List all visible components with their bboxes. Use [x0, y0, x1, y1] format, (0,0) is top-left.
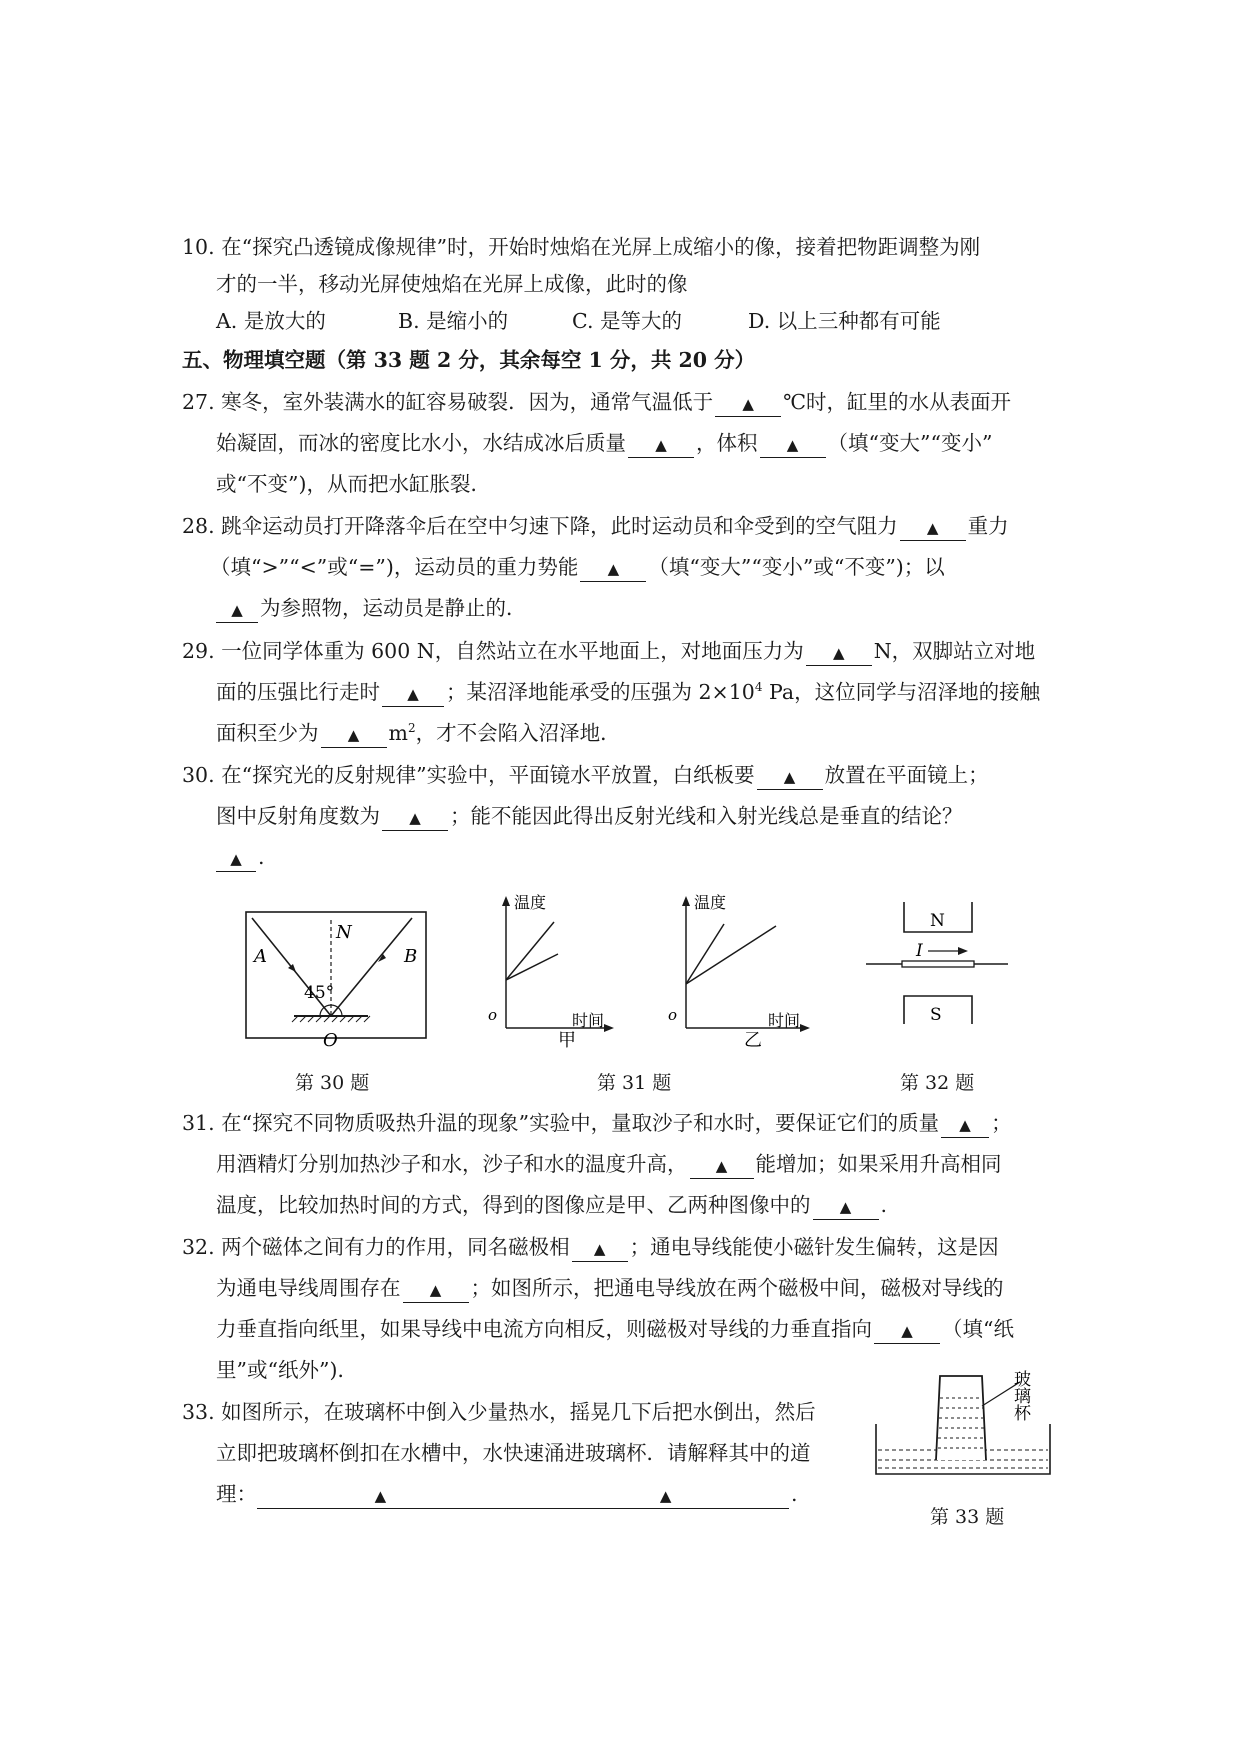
q33-line2: 立即把玻璃杯倒扣在水槽中，水快速涌进玻璃杯．请解释其中的道 [216, 1441, 811, 1465]
normal-label-n: N [336, 922, 352, 943]
answer-blank[interactable]: ▲ [757, 763, 823, 790]
q10-option-d: D. 以上三种都有可能 [748, 309, 941, 333]
answer-blank[interactable]: ▲ [715, 390, 781, 417]
figure-32-magnet-diagram [866, 888, 1016, 1058]
q10-option-c: C. 是等大的 [572, 309, 682, 333]
graph-jia-origin: o [488, 1006, 498, 1024]
answer-blank[interactable]: ▲ [382, 680, 444, 707]
q31-line3: 温度，比较加热时间的方式，得到的图像应是甲、乙两种图像中的 ▲ . [216, 1190, 887, 1220]
q28-line1: 28. 跳伞运动员打开降落伞后在空中匀速下降，此时运动员和伞受到的空气阻力 ▲ 重力 [182, 511, 1009, 541]
graph-jia-xlabel: 时间 [572, 1011, 605, 1030]
magnet-s-label: S [930, 1005, 942, 1025]
section-title: 五、物理填空题（第 33 题 2 分，其余每空 1 分，共 20 分） [182, 348, 756, 372]
answer-blank[interactable]: ▲ [382, 804, 448, 831]
figure-32-caption: 第 32 题 [900, 1072, 975, 1094]
q10-options [216, 306, 941, 336]
figure-30-caption: 第 30 题 [295, 1072, 370, 1094]
answer-blank[interactable]: ▲ [690, 1152, 754, 1179]
graph-yi-ylabel: 温度 [694, 893, 727, 912]
current-label: I [916, 941, 923, 961]
q32-line4: 里”或“纸外”)． [216, 1358, 358, 1382]
q27-line2: 始凝固，而冰的密度比水小，水结成冰后质量 ▲ ，体积 ▲ （填“变大”“变小” [216, 428, 992, 458]
point-label-o: O [323, 1030, 338, 1051]
figure-31-caption: 第 31 题 [597, 1072, 672, 1094]
glass-label: 玻璃杯 [1010, 1370, 1030, 1421]
figure-33-caption: 第 33 题 [930, 1506, 1005, 1528]
q28-line2: （填“>”“<”或“=”)，运动员的重力势能 ▲ （填“变大”“变小”或“不变”)；以 [210, 552, 945, 582]
q10-option-b: B. 是缩小的 [398, 309, 509, 333]
q30-line3: ▲ . [216, 842, 265, 872]
answer-blank[interactable]: ▲ [216, 845, 256, 872]
graph-yi-label: 乙 [744, 1030, 762, 1051]
figure-31-graphs [486, 888, 816, 1058]
q29-line2: 面的压强比行走时 ▲ ；某沼泽地能承受的压强为 $2\times 10^4$ Pa，这位同学与沼泽地的接触 [216, 677, 1040, 707]
answer-blank[interactable]: ▲ [321, 721, 387, 748]
answer-blank[interactable]: ▲ [874, 1317, 940, 1344]
q10-line1: 10. 在“探究凸透镜成像规律”时，开始时烛焰在光屏上成缩小的像，接着把物距调整为刚 [182, 235, 981, 259]
answer-blank-long[interactable]: ▲ ▲ [257, 1482, 789, 1509]
q32-line2: 为通电导线周围存在 ▲ ；如图所示，把通电导线放在两个磁极中间，磁极对导线的 [216, 1273, 1004, 1303]
q27-line1: 27. 寒冬，室外装满水的缸容易破裂．因为，通常气温低于 ▲ ℃时，缸里的水从表面开 [182, 387, 1011, 417]
q33-line1: 33. 如图所示，在玻璃杯中倒入少量热水，摇晃几下后把水倒出，然后 [182, 1400, 816, 1424]
figure-33-glass-diagram [870, 1348, 1060, 1494]
q32-line3: 力垂直指向纸里，如果导线中电流方向相反，则磁极对导线的力垂直指向 ▲ （填“纸 [216, 1314, 1014, 1344]
q31-line2: 用酒精灯分别加热沙子和水，沙子和水的温度升高， ▲ 能增加；如果采用升高相同 [216, 1149, 1002, 1179]
graph-jia-label: 甲 [558, 1030, 576, 1051]
q29-line1: 29. 一位同学体重为 600 N，自然站立在水平地面上，对地面压力为 ▲ N，双脚站立对地 [182, 636, 1035, 666]
q28-line3: ▲ 为参照物，运动员是静止的． [216, 593, 527, 623]
answer-blank[interactable]: ▲ [760, 431, 826, 458]
q10-option-a: A. 是放大的 [216, 309, 326, 333]
graph-yi-origin: o [668, 1006, 678, 1024]
magnet-n-label: N [930, 911, 945, 931]
answer-blank[interactable]: ▲ [216, 596, 258, 623]
q32-line1: 32. 两个磁体之间有力的作用，同名磁极相 ▲ ；通电导线能使小磁针发生偏转，这是因 [182, 1232, 999, 1262]
q31-line1: 31. 在“探究不同物质吸热升温的现象”实验中，量取沙子和水时，要保证它们的质量 ▲ ； [182, 1108, 1012, 1138]
figure-30-reflection-diagram [236, 888, 436, 1058]
graph-jia-ylabel: 温度 [514, 893, 547, 912]
angle-label: 45° [304, 983, 335, 1003]
answer-blank[interactable]: ▲ [941, 1111, 989, 1138]
answer-blank[interactable]: ▲ [580, 555, 646, 582]
answer-blank[interactable]: ▲ [403, 1276, 469, 1303]
q27-line3: 或“不变”)，从而把水缸胀裂． [216, 472, 491, 496]
answer-blank[interactable]: ▲ [628, 431, 694, 458]
q10-line2: 才的一半，移动光屏使烛焰在光屏上成像，此时的像 [216, 272, 688, 296]
answer-blank[interactable]: ▲ [806, 639, 872, 666]
answer-blank[interactable]: ▲ [900, 514, 966, 541]
q29-line3: 面积至少为 ▲ $m^2$，才不会陷入沼泽地． [216, 718, 621, 748]
q33-line3: 理： ▲ ▲ . [216, 1479, 798, 1509]
graph-yi-xlabel: 时间 [768, 1011, 801, 1030]
q30-line2: 图中反射角度数为 ▲ ；能不能因此得出反射光线和入射光线总是垂直的结论？ [216, 801, 963, 831]
ray-label-b: B [404, 946, 418, 967]
answer-blank[interactable]: ▲ [813, 1193, 879, 1220]
q30-line1: 30. 在“探究光的反射规律”实验中，平面镜水平放置，白纸板要 ▲ 放置在平面镜上； [182, 760, 989, 790]
answer-blank[interactable]: ▲ [572, 1235, 628, 1262]
ray-label-a: A [254, 946, 267, 967]
